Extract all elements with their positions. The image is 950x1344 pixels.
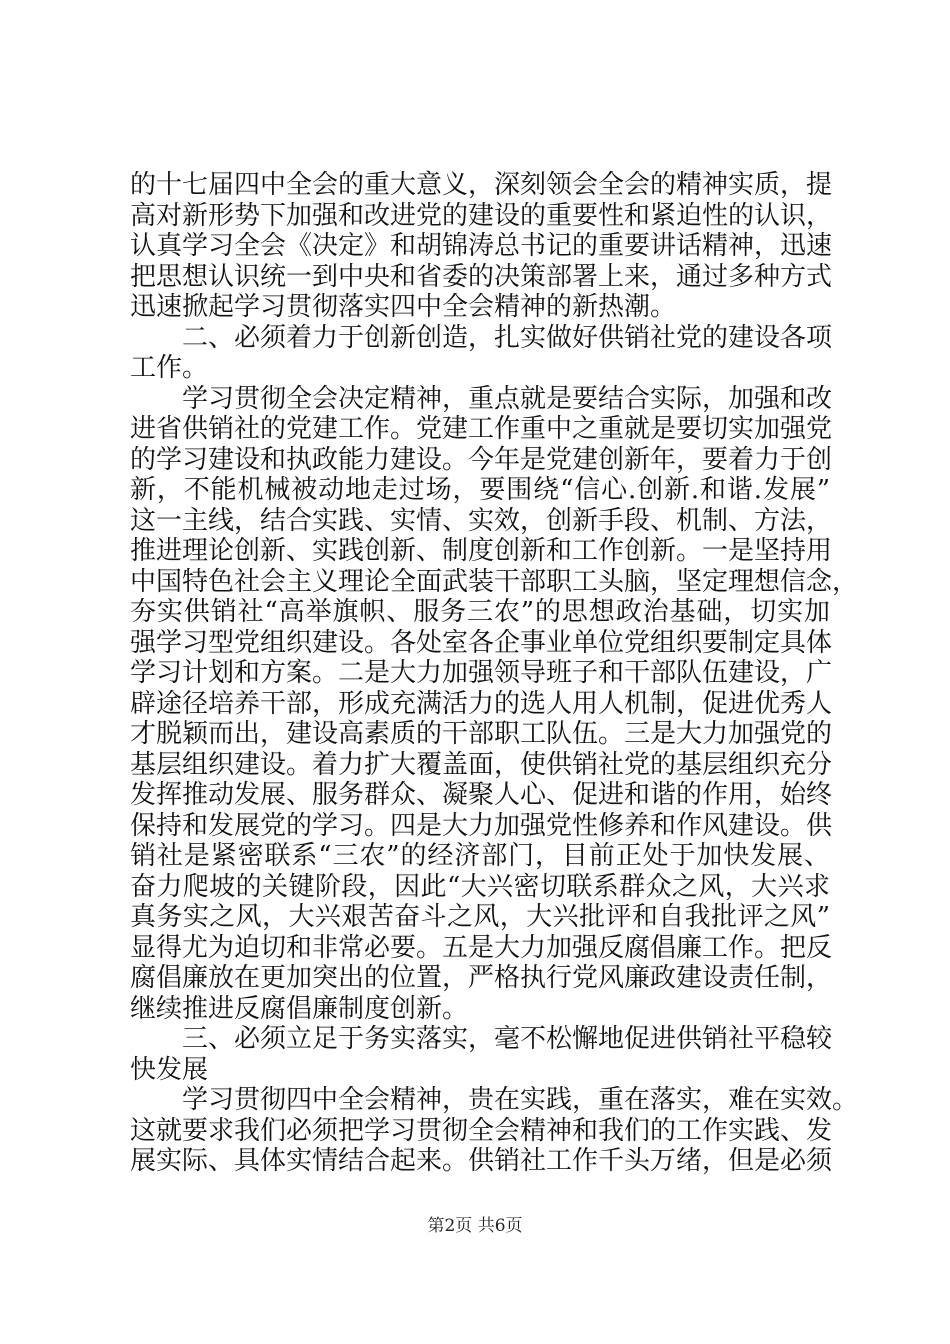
text-line: 这就要求我们必须把学习贯彻全会精神和我们的工作实践、发 [130, 1115, 833, 1146]
text-line: 快发展 [130, 1054, 209, 1085]
text-line: 的学习建设和执政能力建设。今年是党建创新年，要着力于创 [130, 444, 833, 475]
text-line: 显得尤为迫切和非常必要。五是大力加强反腐倡廉工作。把反 [130, 932, 833, 963]
text-line: 的十七届四中全会的重大意义，深刻领会全会的精神实质，提 [130, 170, 833, 200]
text-line: 基层组织建设。着力扩大覆盖面，使供销社党的基层组织充分 [130, 749, 833, 780]
document-body [130, 170, 859, 1177]
text-line: 学习贯彻四中全会精神，贵在实践，重在落实，难在实效。 [182, 1085, 859, 1115]
text-line: 三、必须立足于务实落实，毫不松懈地促进供销社平稳较 [182, 1024, 833, 1054]
text-line: 销社是紧密联系“三农”的经济部门，目前正处于加快发展、 [130, 841, 830, 871]
text-line: 真务实之风，大兴艰苦奋斗之风，大兴批评和自我批评之风” [130, 902, 830, 932]
text-line: 腐倡廉放在更加突出的位置，严格执行党风廉政建设责任制， [130, 963, 833, 993]
text-line: 新，不能机械被动地走过场，要围绕“信心.创新.和谐.发展” [130, 475, 830, 505]
text-line: 保持和发展党的学习。四是大力加强党性修养和作风建设。供 [130, 810, 833, 841]
text-line: 学习计划和方案。二是大力加强领导班子和干部队伍建设，广 [130, 658, 833, 688]
text-line: 才脱颖而出，建设高素质的干部职工队伍。三是大力加强党的 [130, 719, 833, 749]
text-line: 奋力爬坡的关键阶段，因此“大兴密切联系群众之风，大兴求 [130, 871, 830, 902]
text-line: 展实际、具体实情结合起来。供销社工作千头万绪，但是必须 [130, 1146, 833, 1176]
text-line: 推进理论创新、实践创新、制度创新和工作创新。一是坚持用 [130, 536, 833, 566]
text-line: 学习贯彻全会决定精神，重点就是要结合实际，加强和改 [182, 383, 833, 414]
text-line: 辟途径培养干部，形成充满活力的选人用人机制，促进优秀人 [130, 688, 833, 719]
text-line: 迅速掀起学习贯彻落实四中全会精神的新热潮。 [130, 292, 677, 322]
text-line: 工作。 [130, 353, 209, 383]
text-line: 夯实供销社“高举旗帜、服务三农”的思想政治基础，切实加 [130, 597, 830, 627]
text-line: 继续推进反腐倡廉制度创新。 [130, 993, 469, 1024]
text-line: 高对新形势下加强和改进党的建设的重要性和紧迫性的认识， [130, 200, 833, 231]
text-line: 发挥推动发展、服务群众、凝聚人心、促进和谐的作用，始终 [130, 780, 833, 810]
text-line: 进省供销社的党建工作。党建工作重中之重就是要切实加强党 [130, 414, 833, 444]
text-line: 二、必须着力于创新创造，扎实做好供销社党的建设各项 [182, 322, 833, 353]
text-line: 强学习型党组织建设。各处室各企事业单位党组织要制定具体 [130, 627, 833, 658]
text-line: 把思想认识统一到中央和省委的决策部署上来，通过多种方式 [130, 261, 833, 292]
text-line: 认真学习全会《决定》和胡锦涛总书记的重要讲话精神，迅速 [130, 231, 833, 261]
text-line: 中国特色社会主义理论全面武装干部职工头脑，坚定理想信念， [130, 566, 859, 597]
page-footer: 第2页 共6页 [427, 1216, 523, 1236]
text-line: 这一主线，结合实践、实情、实效，创新手段、机制、方法， [130, 505, 833, 536]
